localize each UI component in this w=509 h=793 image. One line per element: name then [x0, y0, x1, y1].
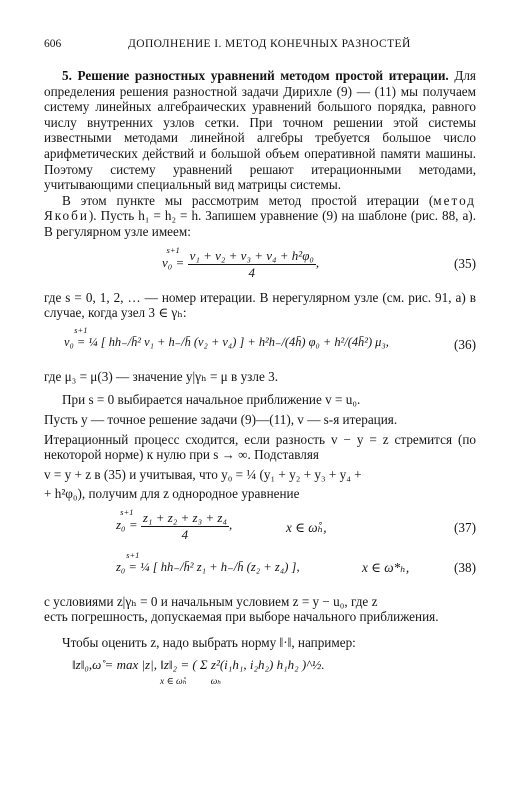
- eq37-denominator: 4: [181, 526, 189, 542]
- eq37-numerator: z₁ + z₂ + z₃ + z₄: [142, 509, 227, 525]
- eq35-denominator: 4: [248, 264, 255, 280]
- equation-38: [44, 552, 476, 588]
- paragraph-initial: При s = 0 выбирается начальное приближение v = u₀.: [62, 392, 361, 408]
- eq35-numerator: v₁ + v₂ + v₃ + v₄ + h²φ₀: [189, 247, 314, 263]
- eq38-condition: x ∈ ω*ₕ,: [362, 559, 410, 575]
- paragraph-mu: где μ₃ = μ(3) — значение y|γₕ = μ в узле 3.: [44, 368, 278, 384]
- method-text-a: В этом пункте мы рассмотрим метод простой итерации (: [62, 192, 434, 208]
- method-name: метод Якоби: [44, 192, 476, 224]
- eq36-body: [ hh₋/h̄² v₁ + h₋/h̄ (v₂ + v₄) ] + h²h₋/(4h̄) φ₀ + h²/(4h̄²) μ₃,: [100, 334, 389, 349]
- norm-subscripts: x ∈ ω̊ₕ ωₕ: [160, 676, 222, 687]
- paragraph-conditions: с условиями z|γₕ = 0 и начальным условием z = y − u₀, где z: [44, 593, 378, 609]
- running-title: ДОПОЛНЕНИЕ I. МЕТОД КОНЕЧНЫХ РАЗНОСТЕЙ: [128, 38, 411, 50]
- page-number: 606: [44, 38, 62, 50]
- running-header: [44, 38, 476, 56]
- section-title: 5. Решение разностных уравнений методом простой итерации.: [62, 68, 449, 83]
- equation-36: [44, 325, 476, 363]
- eq38-body: [ hh₋/h̄² z₁ + h₋/h̄ (z₂ + z₄) ],: [152, 559, 300, 574]
- paragraph-irregular-node: где s = 0, 1, 2, … — номер итерации. В нерегулярном узле (см. рис. 91, а) в случае, когда узел 3 ∈ γₕ:: [44, 289, 476, 321]
- eq38-tag: (38): [454, 559, 476, 575]
- eq37-tag: (37): [454, 519, 476, 535]
- eq37-left: s+1 z₀ =: [116, 517, 138, 533]
- eq36-left: s+1 v₀ = ¼: [64, 335, 98, 351]
- paragraph-norm: Чтобы оценить z, надо выбрать норму ‖·‖, например:: [62, 635, 356, 651]
- paragraph-exact: Пусть y — точное решение задачи (9)—(11), v — s-я итерация.: [44, 411, 398, 427]
- paragraph-error: есть погрешность, допускаемая при выборе начального приближения.: [44, 609, 439, 625]
- norm-definitions: ‖z‖₀,ω̊ = max |z|, ‖z‖₂ = ( Σ z²(i₁h₁, i₂h₂) h₁h₂ )^½.: [72, 656, 325, 672]
- paragraph-homogeneous: + h²φ₀), получим для z однородное уравнение: [44, 486, 300, 502]
- eq37-condition: x ∈ ω̊ₕ,: [286, 519, 327, 535]
- norm-formulas: [44, 655, 476, 695]
- paragraph-substitute: v = y + z в (35) и учитывая, что y₀ = ¼ (y₁ + y₂ + y₃ + y₄ +: [44, 466, 362, 482]
- eq36-tag: (36): [454, 336, 476, 352]
- eq38-left: s+1 z₀ = ¼: [116, 560, 150, 576]
- equation-37: s+1 z₀ = $\frac{\text{z₁ + z₂ + z₃ + z₄}}{4}$ , x ∈ ω̊ₕ, (37): [44, 508, 476, 546]
- paragraph-intro: [44, 68, 476, 193]
- equation-35: s+1 v₀ = $\frac{\text{v₁ + v₂ + v₃ + v₄ + h²φ₀}}{4}$ , (35): [44, 244, 476, 284]
- text-body: [44, 68, 476, 701]
- eq35-left: s+1 v₀ =: [162, 255, 184, 271]
- paragraph-method: [44, 193, 476, 240]
- eq35-tag: (35): [454, 255, 476, 271]
- paragraph-convergence: Итерационный процесс сходится, если разность v − y = z стремится (по некоторой норме) к нулю при s → ∞. Подставляя: [44, 431, 476, 463]
- method-text-b: ). Пусть h₁ = h₂ = h. Запишем уравнение (9) на шаблоне (рис. 88, а). В регулярном узле имеем:: [44, 208, 476, 239]
- intro-text: Для определения решения разностной задачи Дирихле (9) — (11) мы получаем систему линейных алгебраических уравнений большого порядка, равного числу внутренних узлов сетки. При точном решении этой системы известными методами линейной алгебры требуется большое число арифметических действий и большой объем оперативной памяти машины. Поэтому систему уравнений решают итерационными методами, учитывающими специальный вид матрицы системы.: [44, 68, 476, 193]
